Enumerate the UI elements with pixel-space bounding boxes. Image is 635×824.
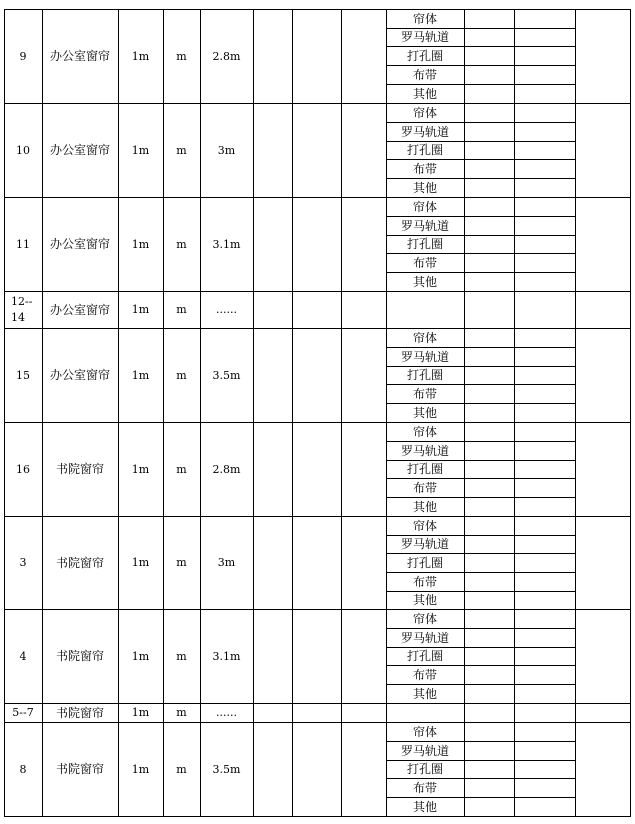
item-size: 3m (217, 556, 236, 569)
item-name: 书院窗帘 (55, 649, 104, 663)
component-label: 布带 (412, 480, 437, 495)
component-label: 其他 (412, 799, 437, 814)
row-index: 3 (19, 556, 27, 569)
item-unit: m (176, 462, 187, 476)
component-label: 布带 (412, 67, 437, 82)
item-size: ...... (216, 706, 237, 719)
item-unit: m (176, 49, 187, 63)
component-label: 打孔圈 (406, 368, 443, 382)
item-size: ...... (216, 303, 237, 316)
component-label: 其他 (412, 499, 437, 514)
item-quantity: 1m (131, 556, 150, 569)
item-name: 办公室窗帘 (49, 302, 110, 317)
component-label: 罗马轨道 (400, 537, 449, 551)
item-name: 书院窗帘 (55, 555, 104, 570)
item-quantity: 1m (131, 706, 150, 719)
item-quantity: 1m (131, 143, 150, 157)
component-label: 帘体 (412, 724, 437, 739)
component-label: 罗马轨道 (400, 349, 449, 364)
component-label: 帘体 (412, 330, 437, 345)
component-label: 布带 (412, 667, 437, 682)
component-label: 打孔圈 (406, 143, 443, 157)
component-label: 罗马轨道 (400, 218, 449, 233)
component-label: 布带 (412, 161, 437, 176)
item-name: 办公室窗帘 (49, 49, 110, 63)
item-size: 2.8m (212, 462, 241, 476)
component-label: 布带 (412, 386, 437, 401)
component-label: 布带 (412, 574, 437, 589)
component-label: 罗马轨道 (400, 630, 449, 645)
row-index: 5--7 (12, 706, 34, 719)
component-label: 打孔圈 (406, 462, 443, 476)
item-name: 办公室窗帘 (49, 143, 110, 157)
item-quantity: 1m (131, 49, 150, 63)
item-unit: m (176, 706, 187, 719)
component-label: 打孔圈 (406, 555, 443, 570)
row-index-end: 14 (11, 310, 25, 324)
component-label: 打孔圈 (406, 237, 443, 251)
column-rule (292, 9, 293, 817)
item-unit: m (176, 303, 187, 316)
item-quantity: 1m (131, 762, 150, 776)
item-unit: m (176, 556, 187, 569)
component-label: 帘体 (412, 105, 437, 120)
item-size: 3.1m (212, 649, 241, 663)
item-name: 办公室窗帘 (49, 368, 110, 382)
item-size: 2.8m (212, 49, 241, 63)
row-index: 16 (16, 462, 30, 476)
component-label: 布带 (412, 780, 437, 795)
column-rule (341, 9, 342, 817)
component-label: 罗马轨道 (400, 30, 449, 44)
item-size: 3.5m (212, 368, 241, 382)
component-label: 帘体 (412, 424, 437, 439)
component-label: 布带 (412, 255, 437, 270)
item-name: 书院窗帘 (55, 462, 104, 476)
row-index: 15 (16, 368, 30, 382)
item-unit: m (176, 368, 187, 382)
component-label: 其他 (412, 274, 437, 289)
column-rule (253, 9, 254, 817)
item-size: 3m (217, 143, 236, 157)
row-index: 11 (16, 237, 30, 251)
column-rule (575, 9, 576, 817)
item-quantity: 1m (131, 462, 150, 476)
item-name: 书院窗帘 (55, 762, 104, 776)
column-rule (464, 9, 465, 817)
row-index-start: 12-- (11, 294, 33, 308)
component-label: 其他 (412, 686, 437, 701)
row-rule (4, 816, 631, 817)
item-size: 3.5m (212, 762, 241, 776)
item-quantity: 1m (131, 649, 150, 663)
component-label: 打孔圈 (406, 762, 443, 776)
component-label: 罗马轨道 (400, 124, 449, 139)
column-rule (630, 9, 631, 817)
component-label: 其他 (412, 593, 437, 607)
item-quantity: 1m (131, 368, 150, 382)
component-label: 帘体 (412, 518, 437, 533)
component-label: 帘体 (412, 11, 437, 26)
component-label: 其他 (412, 405, 437, 420)
component-label: 罗马轨道 (400, 443, 449, 458)
item-quantity: 1m (131, 237, 150, 251)
item-unit: m (176, 649, 187, 663)
item-unit: m (176, 762, 187, 776)
component-label: 打孔圈 (406, 649, 443, 663)
component-label: 其他 (412, 86, 437, 101)
row-index: 8 (19, 762, 27, 776)
item-unit: m (176, 143, 187, 157)
component-label: 帘体 (412, 611, 437, 626)
item-name: 书院窗帘 (55, 705, 104, 720)
component-label: 罗马轨道 (400, 743, 449, 758)
component-label: 其他 (412, 180, 437, 195)
item-name: 办公室窗帘 (49, 237, 110, 251)
item-size: 3.1m (212, 237, 241, 251)
row-index (4, 291, 42, 328)
item-unit: m (176, 237, 187, 251)
component-label: 打孔圈 (406, 48, 443, 63)
item-quantity: 1m (131, 303, 150, 316)
row-index: 10 (16, 143, 30, 157)
component-label: 帘体 (412, 199, 437, 214)
column-rule (514, 9, 515, 817)
row-index: 4 (19, 649, 27, 663)
row-index: 9 (19, 49, 27, 63)
